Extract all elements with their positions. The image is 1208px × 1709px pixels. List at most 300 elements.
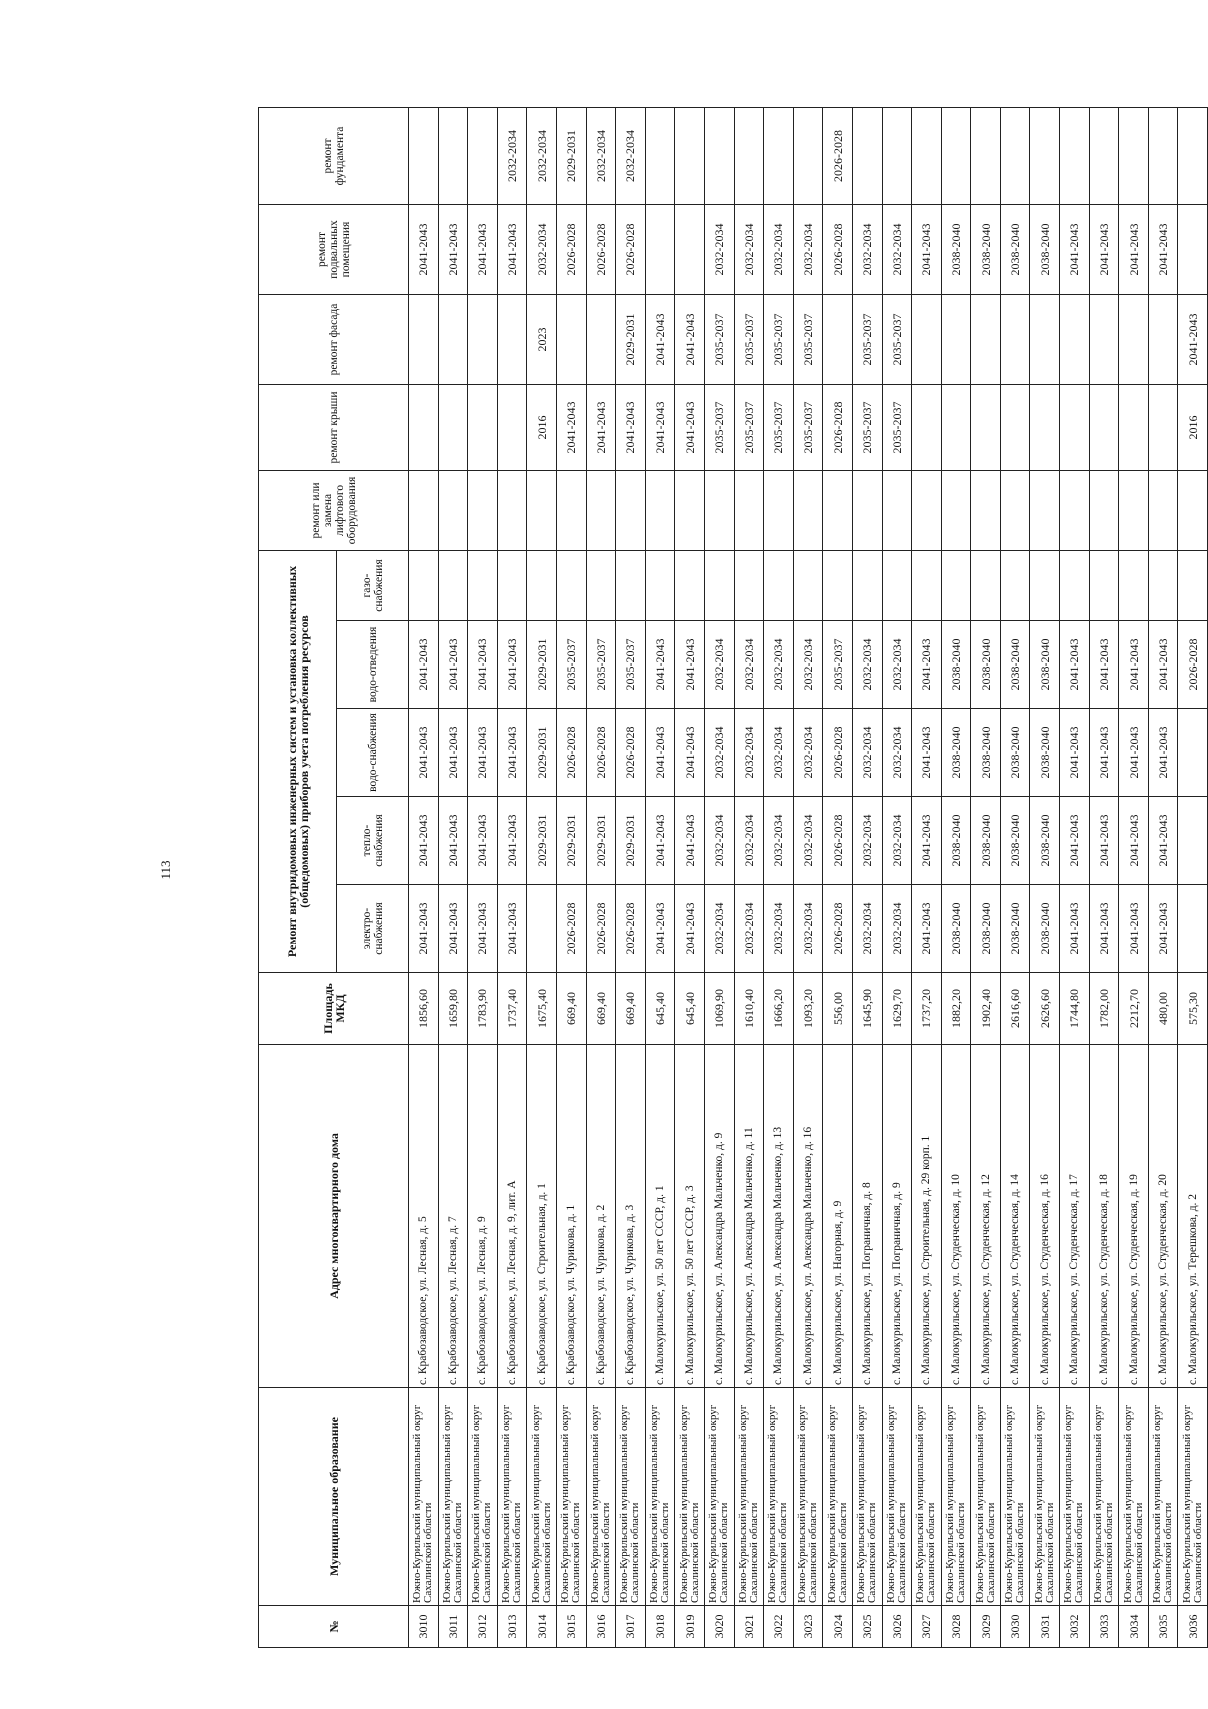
cell-area: 1856,60: [409, 973, 439, 1045]
cell-area: 1902,40: [971, 973, 1001, 1045]
cell-foundation: 2032-2034: [616, 108, 646, 205]
cell-area: 1659,80: [438, 973, 468, 1045]
cell-heat: 2041-2043: [1089, 797, 1119, 885]
cell-address: с. Малокурильское, ул. Александра Мальченко, д. 9: [704, 1045, 734, 1388]
cell-area: 480,00: [1148, 973, 1178, 1045]
cell-no: 3025: [852, 1606, 882, 1648]
cell-elevator: [823, 471, 853, 551]
cell-water: 2026-2028: [586, 709, 616, 797]
cell-municipality: [912, 1388, 942, 1606]
municipality-line-1: Южно-Курильский муниципальный округ: [707, 1404, 720, 1603]
municipality-line-1: Южно-Курильский муниципальный округ: [884, 1404, 897, 1603]
cell-elevator: [912, 471, 942, 551]
municipality-line-2: Сахалинской области: [570, 1502, 583, 1603]
cell-address: с. Малокурильское, ул. Александра Мальченко, д. 16: [793, 1045, 823, 1388]
table-row: [527, 108, 557, 1648]
cell-basement: 2038-2040: [1030, 205, 1060, 295]
cell-no: 3014: [527, 1606, 557, 1648]
cell-address: с. Малокурильское, ул. Студенческая, д. 16: [1030, 1045, 1060, 1388]
cell-roof: [1148, 385, 1178, 471]
cell-basement: 2041-2043: [1089, 205, 1119, 295]
col-sewer-header: водо-отведения: [337, 621, 409, 709]
cell-area: 1629,70: [882, 973, 912, 1045]
cell-no: 3013: [497, 1606, 527, 1648]
cell-roof: [497, 385, 527, 471]
table-row: [438, 108, 468, 1648]
table-row: [1178, 108, 1208, 1648]
cell-elevator: [1148, 471, 1178, 551]
cell-water: 2026-2028: [823, 709, 853, 797]
cell-facade: 2035-2037: [793, 295, 823, 385]
cell-address: с. Малокурильское, ул. Студенческая, д. 12: [971, 1045, 1001, 1388]
municipality-line-1: Южно-Курильский муниципальный округ: [914, 1404, 927, 1603]
cell-gas: [556, 551, 586, 621]
cell-heat: 2041-2043: [468, 797, 498, 885]
cell-basement: 2041-2043: [438, 205, 468, 295]
cell-sewer: 2035-2037: [616, 621, 646, 709]
cell-elevator: [468, 471, 498, 551]
cell-basement: 2032-2034: [527, 205, 557, 295]
cell-gas: [468, 551, 498, 621]
cell-sewer: 2038-2040: [941, 621, 971, 709]
cell-municipality: [764, 1388, 794, 1606]
municipality-line-2: Сахалинской области: [688, 1502, 701, 1603]
cell-area: 1783,90: [468, 973, 498, 1045]
cell-elevator: [645, 471, 675, 551]
cell-water: 2038-2040: [1000, 709, 1030, 797]
cell-heat: 2041-2043: [645, 797, 675, 885]
cell-heat: 2041-2043: [675, 797, 705, 885]
cell-elevator: [1119, 471, 1149, 551]
cell-sewer: 2041-2043: [497, 621, 527, 709]
cell-no: 3011: [438, 1606, 468, 1648]
cell-water: 2032-2034: [882, 709, 912, 797]
cell-electric: 2026-2028: [556, 885, 586, 973]
cell-elevator: [586, 471, 616, 551]
municipality-line-1: Южно-Курильский муниципальный округ: [825, 1404, 838, 1603]
cell-facade: [468, 295, 498, 385]
cell-gas: [823, 551, 853, 621]
cell-address: с. Малокурильское, ул. Студенческая, д. 19: [1119, 1045, 1149, 1388]
municipality-line-2: Сахалинской области: [1073, 1502, 1086, 1603]
cell-foundation: [704, 108, 734, 205]
cell-roof: [941, 385, 971, 471]
col-municipality-header: Муниципальное образование: [259, 1388, 409, 1606]
cell-area: 1737,20: [912, 973, 942, 1045]
cell-area: 1069,90: [704, 973, 734, 1045]
cell-gas: [527, 551, 557, 621]
cell-heat: 2041-2043: [912, 797, 942, 885]
cell-heat: 2041-2043: [438, 797, 468, 885]
cell-heat: 2038-2040: [1030, 797, 1060, 885]
cell-heat: 2029-2031: [616, 797, 646, 885]
cell-electric: 2026-2028: [586, 885, 616, 973]
cell-water: 2041-2043: [438, 709, 468, 797]
cell-roof: 2041-2043: [586, 385, 616, 471]
table-row: [1000, 108, 1030, 1648]
cell-water: 2032-2034: [734, 709, 764, 797]
cell-foundation: 2026-2028: [823, 108, 853, 205]
cell-foundation: [438, 108, 468, 205]
municipality-line-2: Сахалинской области: [1102, 1502, 1115, 1603]
cell-electric: 2032-2034: [734, 885, 764, 973]
cell-elevator: [793, 471, 823, 551]
cell-water: 2041-2043: [497, 709, 527, 797]
municipality-line-2: Сахалинской области: [540, 1502, 553, 1603]
cell-sewer: 2032-2034: [793, 621, 823, 709]
municipality-line-1: Южно-Курильский муниципальный округ: [411, 1404, 424, 1603]
cell-no: 3031: [1030, 1606, 1060, 1648]
cell-sewer: 2038-2040: [971, 621, 1001, 709]
cell-area: 669,40: [586, 973, 616, 1045]
cell-facade: 2035-2037: [704, 295, 734, 385]
cell-foundation: [1178, 108, 1208, 205]
cell-roof: 2035-2037: [793, 385, 823, 471]
cell-basement: 2038-2040: [971, 205, 1001, 295]
municipality-line-1: Южно-Курильский муниципальный округ: [1062, 1404, 1075, 1603]
municipality-line-1: Южно-Курильский муниципальный округ: [943, 1404, 956, 1603]
cell-area: 1093,20: [793, 973, 823, 1045]
cell-foundation: 2032-2034: [497, 108, 527, 205]
cell-roof: 2035-2037: [734, 385, 764, 471]
cell-water: 2041-2043: [645, 709, 675, 797]
cell-gas: [645, 551, 675, 621]
cell-area: 1610,40: [734, 973, 764, 1045]
cell-electric: 2038-2040: [971, 885, 1001, 973]
cell-area: 1645,90: [852, 973, 882, 1045]
col-roof-header: ремонт крыши: [259, 385, 409, 471]
cell-gas: [1089, 551, 1119, 621]
col-heat-header: тепло-снабжения: [337, 797, 409, 885]
table-row: [941, 108, 971, 1648]
table-row: [586, 108, 616, 1648]
cell-heat: [1178, 797, 1208, 885]
cell-facade: [497, 295, 527, 385]
cell-area: 556,00: [823, 973, 853, 1045]
table-row: [912, 108, 942, 1648]
cell-roof: 2016: [1178, 385, 1208, 471]
cell-heat: 2038-2040: [1000, 797, 1030, 885]
cell-roof: 2041-2043: [675, 385, 705, 471]
cell-water: 2041-2043: [1119, 709, 1149, 797]
cell-no: 3017: [616, 1606, 646, 1648]
municipality-line-1: Южно-Курильский муниципальный округ: [766, 1404, 779, 1603]
cell-area: 1744,80: [1060, 973, 1090, 1045]
cell-elevator: [556, 471, 586, 551]
cell-basement: 2041-2043: [468, 205, 498, 295]
cell-address: с. Крабозаводское, ул. Чурикова, д. 3: [616, 1045, 646, 1388]
table-row: [823, 108, 853, 1648]
cell-basement: 2041-2043: [1119, 205, 1149, 295]
cell-heat: 2032-2034: [882, 797, 912, 885]
cell-municipality: [409, 1388, 439, 1606]
cell-roof: 2041-2043: [645, 385, 675, 471]
col-repair-group-header: Ремонт внутридомовых инженерных систем и установка коллективных (общедомовых) приборов учета потребления ресурсов: [259, 551, 337, 973]
cell-gas: [852, 551, 882, 621]
col-basement-header: ремонт подвальных помещения: [259, 205, 409, 295]
cell-address: с. Крабозаводское, ул. Лесная, д. 7: [438, 1045, 468, 1388]
cell-address: с. Малокурильское, ул. Студенческая, д. 18: [1089, 1045, 1119, 1388]
cell-water: 2041-2043: [675, 709, 705, 797]
cell-water: 2038-2040: [941, 709, 971, 797]
cell-municipality: [556, 1388, 586, 1606]
cell-no: 3026: [882, 1606, 912, 1648]
cell-water: 2032-2034: [793, 709, 823, 797]
cell-basement: 2026-2028: [823, 205, 853, 295]
table-row: [1089, 108, 1119, 1648]
cell-gas: [941, 551, 971, 621]
cell-elevator: [497, 471, 527, 551]
municipality-line-2: Сахалинской области: [481, 1502, 494, 1603]
cell-gas: [409, 551, 439, 621]
cell-municipality: [941, 1388, 971, 1606]
cell-elevator: [1000, 471, 1030, 551]
table-row: [409, 108, 439, 1648]
cell-gas: [1000, 551, 1030, 621]
municipality-line-2: Сахалинской области: [836, 1502, 849, 1603]
col-water-header: водо-снабжения: [337, 709, 409, 797]
cell-roof: [1060, 385, 1090, 471]
cell-foundation: [1148, 108, 1178, 205]
cell-elevator: [1030, 471, 1060, 551]
cell-area: 2626,60: [1030, 973, 1060, 1045]
cell-sewer: 2041-2043: [1148, 621, 1178, 709]
cell-address: с. Крабозаводское, ул. Лесная, д. 9: [468, 1045, 498, 1388]
cell-roof: [1119, 385, 1149, 471]
cell-electric: 2032-2034: [704, 885, 734, 973]
cell-heat: 2032-2034: [704, 797, 734, 885]
cell-roof: [438, 385, 468, 471]
cell-electric: 2041-2043: [438, 885, 468, 973]
municipality-line-2: Сахалинской области: [511, 1502, 524, 1603]
cell-address: с. Малокурильское, ул. Александра Мальченко, д. 13: [764, 1045, 794, 1388]
cell-basement: 2041-2043: [409, 205, 439, 295]
cell-foundation: [1000, 108, 1030, 205]
cell-water: 2041-2043: [1089, 709, 1119, 797]
cell-area: 1882,20: [941, 973, 971, 1045]
cell-facade: [1000, 295, 1030, 385]
cell-address: с. Малокурильское, ул. Пограничная, д. 8: [852, 1045, 882, 1388]
municipality-line-2: Сахалинской области: [777, 1502, 790, 1603]
cell-facade: 2041-2043: [645, 295, 675, 385]
cell-electric: 2026-2028: [616, 885, 646, 973]
table-row: [1148, 108, 1178, 1648]
cell-electric: 2041-2043: [497, 885, 527, 973]
table-row: [764, 108, 794, 1648]
cell-foundation: [1030, 108, 1060, 205]
cell-sewer: 2032-2034: [764, 621, 794, 709]
cell-gas: [1178, 551, 1208, 621]
cell-facade: 2035-2037: [764, 295, 794, 385]
cell-roof: 2026-2028: [823, 385, 853, 471]
cell-elevator: [764, 471, 794, 551]
cell-address: с. Крабозаводское, ул. Чурикова, д. 2: [586, 1045, 616, 1388]
cell-elevator: [941, 471, 971, 551]
municipality-line-1: Южно-Курильский муниципальный округ: [1121, 1404, 1134, 1603]
cell-gas: [912, 551, 942, 621]
cell-electric: 2041-2043: [912, 885, 942, 973]
cell-area: 669,40: [616, 973, 646, 1045]
cell-no: 3022: [764, 1606, 794, 1648]
cell-roof: [468, 385, 498, 471]
cell-area: 1782,00: [1089, 973, 1119, 1045]
cell-foundation: [852, 108, 882, 205]
municipality-line-1: Южно-Курильский муниципальный округ: [973, 1404, 986, 1603]
cell-sewer: 2035-2037: [556, 621, 586, 709]
cell-municipality: [1119, 1388, 1149, 1606]
cell-roof: [1089, 385, 1119, 471]
col-foundation-header: ремонт фундамента: [259, 108, 409, 205]
cell-gas: [971, 551, 1001, 621]
cell-electric: 2041-2043: [1148, 885, 1178, 973]
cell-address: с. Малокурильское, ул. Нагорная, д. 9: [823, 1045, 853, 1388]
municipality-line-1: Южно-Курильский муниципальный округ: [500, 1404, 513, 1603]
cell-municipality: [527, 1388, 557, 1606]
municipality-line-1: Южно-Курильский муниципальный округ: [588, 1404, 601, 1603]
cell-no: 3019: [675, 1606, 705, 1648]
cell-no: 3032: [1060, 1606, 1090, 1648]
cell-roof: [409, 385, 439, 471]
cell-gas: [438, 551, 468, 621]
cell-roof: [1030, 385, 1060, 471]
cell-sewer: 2032-2034: [882, 621, 912, 709]
cell-municipality: [704, 1388, 734, 1606]
cell-foundation: 2029-2031: [556, 108, 586, 205]
cell-no: 3027: [912, 1606, 942, 1648]
cell-elevator: [1089, 471, 1119, 551]
cell-heat: 2032-2034: [852, 797, 882, 885]
cell-gas: [1060, 551, 1090, 621]
cell-basement: 2041-2043: [1148, 205, 1178, 295]
cell-no: 3024: [823, 1606, 853, 1648]
cell-gas: [497, 551, 527, 621]
cell-foundation: [764, 108, 794, 205]
municipality-line-1: Южно-Курильский муниципальный округ: [559, 1404, 572, 1603]
cell-water: 2041-2043: [912, 709, 942, 797]
cell-no: 3012: [468, 1606, 498, 1648]
cell-basement: 2026-2028: [586, 205, 616, 295]
cell-sewer: 2026-2028: [1178, 621, 1208, 709]
cell-electric: [527, 885, 557, 973]
cell-address: с. Малокурильское, ул. Студенческая, д. 14: [1000, 1045, 1030, 1388]
cell-no: 3021: [734, 1606, 764, 1648]
table-row: [556, 108, 586, 1648]
cell-elevator: [675, 471, 705, 551]
municipality-line-2: Сахалинской области: [659, 1502, 672, 1603]
cell-gas: [616, 551, 646, 621]
cell-sewer: 2041-2043: [1089, 621, 1119, 709]
cell-address: с. Крабозаводское, ул. Лесная, д. 9, лит. А: [497, 1045, 527, 1388]
cell-sewer: 2032-2034: [704, 621, 734, 709]
cell-sewer: 2041-2043: [468, 621, 498, 709]
cell-no: 3018: [645, 1606, 675, 1648]
cell-water: 2032-2034: [852, 709, 882, 797]
cell-area: 645,40: [645, 973, 675, 1045]
cell-facade: [971, 295, 1001, 385]
cell-sewer: 2041-2043: [1060, 621, 1090, 709]
cell-electric: 2032-2034: [882, 885, 912, 973]
cell-facade: [1089, 295, 1119, 385]
municipality-line-1: Южно-Курильский муниципальный округ: [1003, 1404, 1016, 1603]
cell-electric: 2041-2043: [645, 885, 675, 973]
cell-electric: 2032-2034: [852, 885, 882, 973]
municipality-line-2: Сахалинской области: [954, 1502, 967, 1603]
repair-schedule-table: [258, 107, 1208, 1648]
cell-roof: 2035-2037: [852, 385, 882, 471]
cell-foundation: 2032-2034: [527, 108, 557, 205]
cell-water: 2032-2034: [764, 709, 794, 797]
cell-basement: 2026-2028: [616, 205, 646, 295]
cell-address: с. Крабозаводское, ул. Строительная, д. 1: [527, 1045, 557, 1388]
cell-address: с. Малокурильское, ул. 50 лет СССР, д. 3: [675, 1045, 705, 1388]
cell-municipality: [438, 1388, 468, 1606]
cell-basement: 2041-2043: [912, 205, 942, 295]
cell-sewer: 2041-2043: [912, 621, 942, 709]
cell-sewer: 2038-2040: [1000, 621, 1030, 709]
cell-gas: [793, 551, 823, 621]
cell-electric: 2038-2040: [941, 885, 971, 973]
cell-elevator: [852, 471, 882, 551]
cell-electric: 2041-2043: [1089, 885, 1119, 973]
cell-roof: 2041-2043: [556, 385, 586, 471]
cell-municipality: [882, 1388, 912, 1606]
municipality-line-2: Сахалинской области: [925, 1502, 938, 1603]
cell-foundation: [912, 108, 942, 205]
cell-municipality: [675, 1388, 705, 1606]
cell-no: 3023: [793, 1606, 823, 1648]
cell-heat: 2029-2031: [556, 797, 586, 885]
cell-elevator: [704, 471, 734, 551]
cell-foundation: [468, 108, 498, 205]
cell-elevator: [971, 471, 1001, 551]
cell-basement: 2038-2040: [941, 205, 971, 295]
cell-address: с. Малокурильское, ул. Студенческая, д. 10: [941, 1045, 971, 1388]
cell-no: 3020: [704, 1606, 734, 1648]
col-electric-header: электро-снабжения: [337, 885, 409, 973]
municipality-line-2: Сахалинской области: [1132, 1502, 1145, 1603]
cell-sewer: 2038-2040: [1030, 621, 1060, 709]
cell-facade: 2023: [527, 295, 557, 385]
cell-no: 3010: [409, 1606, 439, 1648]
cell-address: с. Малокурильское, ул. Студенческая, д. 17: [1060, 1045, 1090, 1388]
table-row: [497, 108, 527, 1648]
cell-water: [1178, 709, 1208, 797]
cell-roof: [1000, 385, 1030, 471]
cell-area: 645,40: [675, 973, 705, 1045]
cell-area: 1666,20: [764, 973, 794, 1045]
cell-area: 2616,60: [1000, 973, 1030, 1045]
cell-heat: 2029-2031: [586, 797, 616, 885]
cell-basement: 2026-2028: [556, 205, 586, 295]
cell-heat: 2041-2043: [497, 797, 527, 885]
cell-municipality: [1178, 1388, 1208, 1606]
cell-foundation: [971, 108, 1001, 205]
municipality-line-2: Сахалинской области: [895, 1502, 908, 1603]
col-no-header: №: [259, 1606, 409, 1648]
cell-sewer: 2032-2034: [852, 621, 882, 709]
cell-facade: 2035-2037: [734, 295, 764, 385]
cell-sewer: 2029-2031: [527, 621, 557, 709]
municipality-line-1: Южно-Курильский муниципальный округ: [648, 1404, 661, 1603]
cell-municipality: [1030, 1388, 1060, 1606]
municipality-line-1: Южно-Курильский муниципальный округ: [736, 1404, 749, 1603]
municipality-line-2: Сахалинской области: [1014, 1502, 1027, 1603]
cell-no: 3036: [1178, 1606, 1208, 1648]
cell-sewer: 2041-2043: [645, 621, 675, 709]
cell-address: с. Малокурильское, ул. Пограничная, д. 9: [882, 1045, 912, 1388]
cell-area: 1737,40: [497, 973, 527, 1045]
cell-foundation: [882, 108, 912, 205]
